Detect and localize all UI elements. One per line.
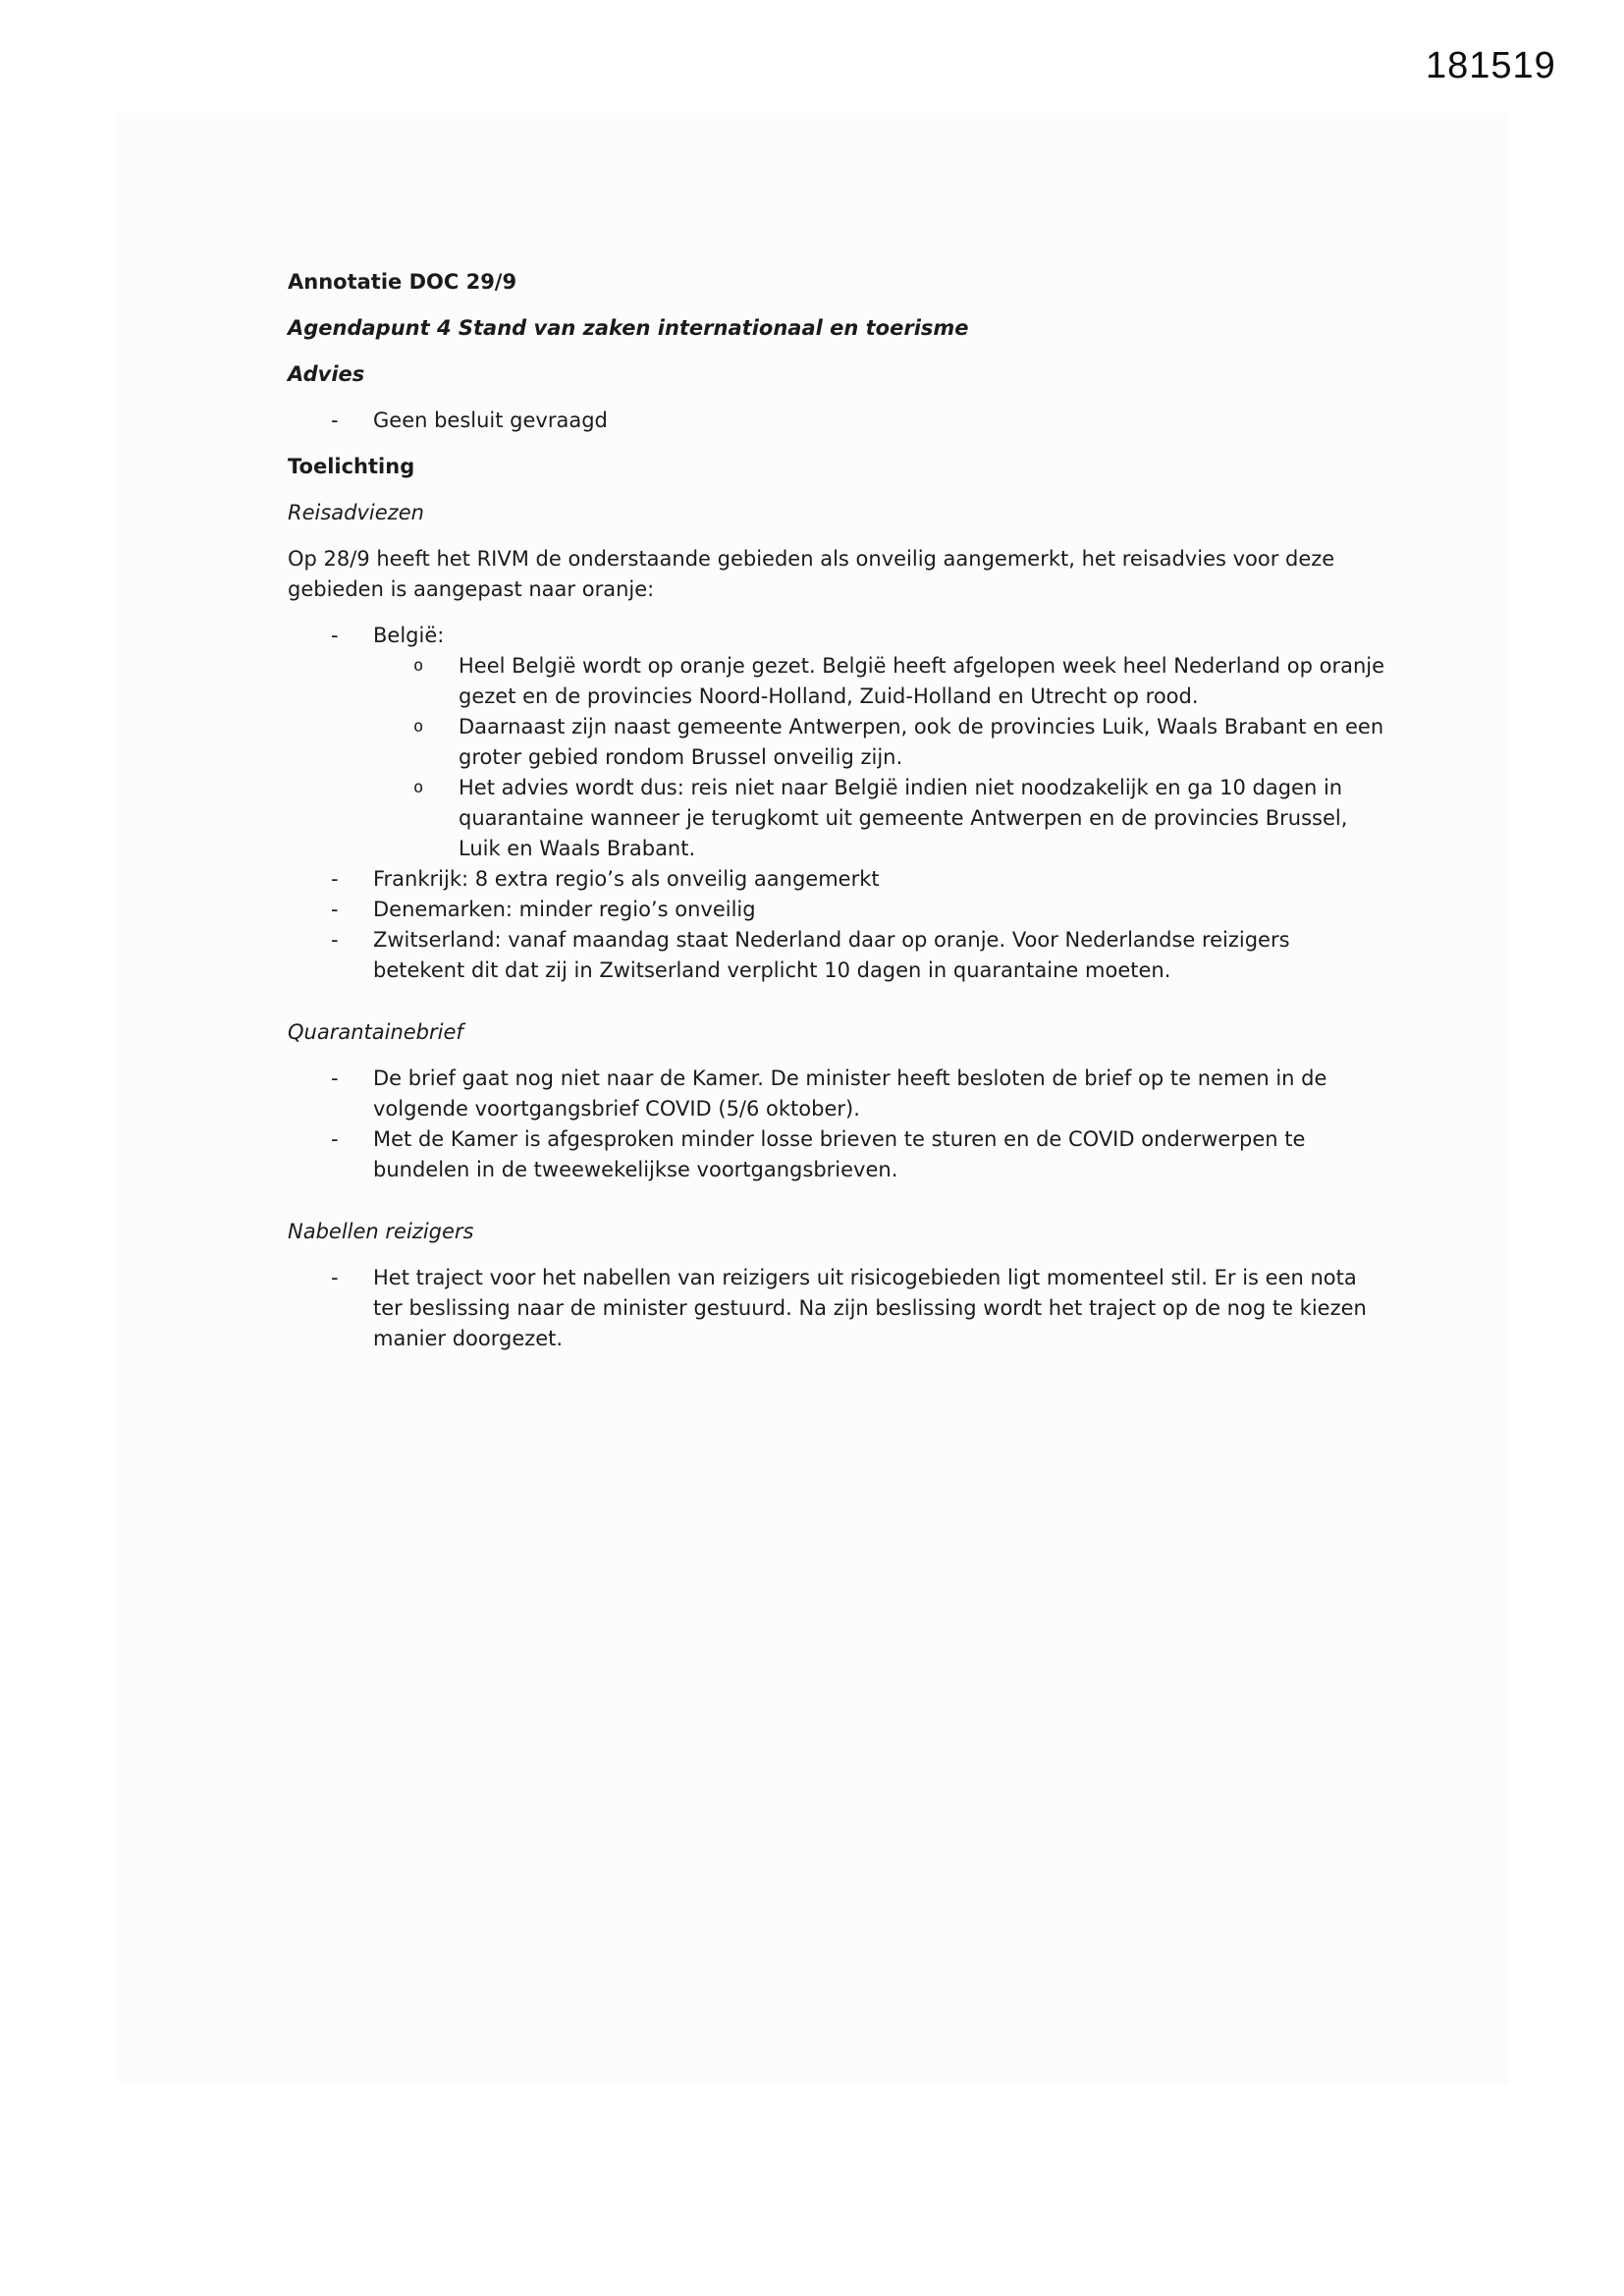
dash-bullet-marker: - xyxy=(331,928,339,952)
circle-bullet-marker: o xyxy=(413,656,424,676)
bullet-list xyxy=(288,1064,1387,1185)
bullet-item xyxy=(331,1064,1387,1124)
sub-bullet-item xyxy=(331,651,1387,712)
section-heading: Nabellen reizigers xyxy=(288,1220,474,1243)
section-heading: Reisadviezen xyxy=(288,501,424,524)
bullet-text: Heel België wordt op oranje gezet. België heeft afgelopen week heel Nederland op oranje gezet en de provincies Noord-Holland, Zuid-Holland en Utrecht op rood. xyxy=(459,654,1385,708)
sub-bullet-item xyxy=(331,773,1387,864)
dash-bullet-marker: - xyxy=(331,1266,339,1289)
bullet-text: Geen besluit gevraagd xyxy=(373,409,608,432)
page-number-stamp: 181519 xyxy=(1426,45,1556,86)
bullet-list xyxy=(288,406,1387,436)
dash-bullet-marker: - xyxy=(331,1066,339,1090)
circle-bullet-marker: o xyxy=(413,778,424,797)
bullet-item xyxy=(331,1263,1387,1354)
dash-bullet-marker: - xyxy=(331,1127,339,1151)
bullet-list xyxy=(288,1263,1387,1354)
section-heading: Agendapunt 4 Stand van zaken internationaal en toerisme xyxy=(288,316,969,340)
bullet-text: Zwitserland: vanaf maandag staat Nederland daar op oranje. Voor Nederlandse reizigers betekent dit dat zij in Zwitserland verplicht 10 dagen in quarantaine moeten. xyxy=(373,928,1290,982)
bullet-text: Het advies wordt dus: reis niet naar België indien niet noodzakelijk en ga 10 dagen in quarantaine wanneer je terugkomt uit gemeente Antwerpen en de provincies Brussel, Luik en Waals Brabant. xyxy=(459,776,1348,860)
bullet-item xyxy=(331,406,1387,436)
bullet-item xyxy=(331,925,1387,986)
circle-bullet-marker: o xyxy=(413,717,424,737)
bullet-text: Denemarken: minder regio’s onveilig xyxy=(373,898,756,921)
bullet-text: België: xyxy=(373,624,445,647)
bullet-text: De brief gaat nog niet naar de Kamer. De minister heeft besloten de brief op te nemen in de volgende voortgangsbrief COVID (5/6 oktober). xyxy=(373,1066,1327,1121)
bullet-item xyxy=(331,864,1387,895)
bullet-item xyxy=(331,895,1387,925)
bullet-item xyxy=(331,1124,1387,1185)
section-heading: Toelichting xyxy=(288,455,415,478)
section-heading: Advies xyxy=(288,362,365,386)
dash-bullet-marker: - xyxy=(331,624,339,647)
document-body xyxy=(288,267,1387,1370)
sub-bullet-item xyxy=(331,712,1387,773)
bullet-text: Met de Kamer is afgesproken minder losse brieven te sturen en de COVID onderwerpen te bundelen in de tweewekelijkse voortgangsbrieven. xyxy=(373,1127,1306,1181)
bullet-text: Daarnaast zijn naast gemeente Antwerpen, ook de provincies Luik, Waals Brabant en een groter gebied rondom Brussel onveilig zijn. xyxy=(459,715,1384,769)
dash-bullet-marker: - xyxy=(331,409,339,432)
bullet-item xyxy=(331,621,1387,651)
bullet-text: Frankrijk: 8 extra regio’s als onveilig aangemerkt xyxy=(373,867,880,891)
paragraph: Op 28/9 heeft het RIVM de onderstaande gebieden als onveilig aangemerkt, het reisadvies voor deze gebieden is aangepast naar oranje: xyxy=(288,547,1335,601)
bullet-list xyxy=(288,621,1387,986)
section-heading: Quarantainebrief xyxy=(288,1020,463,1044)
section-heading: Annotatie DOC 29/9 xyxy=(288,270,517,294)
bullet-text: Het traject voor het nabellen van reizigers uit risicogebieden ligt momenteel stil. Er is een nota ter beslissing naar de minister gestuurd. Na zijn beslissing wordt het traject op de nog te kiezen manier doorgezet. xyxy=(373,1266,1367,1350)
dash-bullet-marker: - xyxy=(331,867,339,891)
dash-bullet-marker: - xyxy=(331,898,339,921)
